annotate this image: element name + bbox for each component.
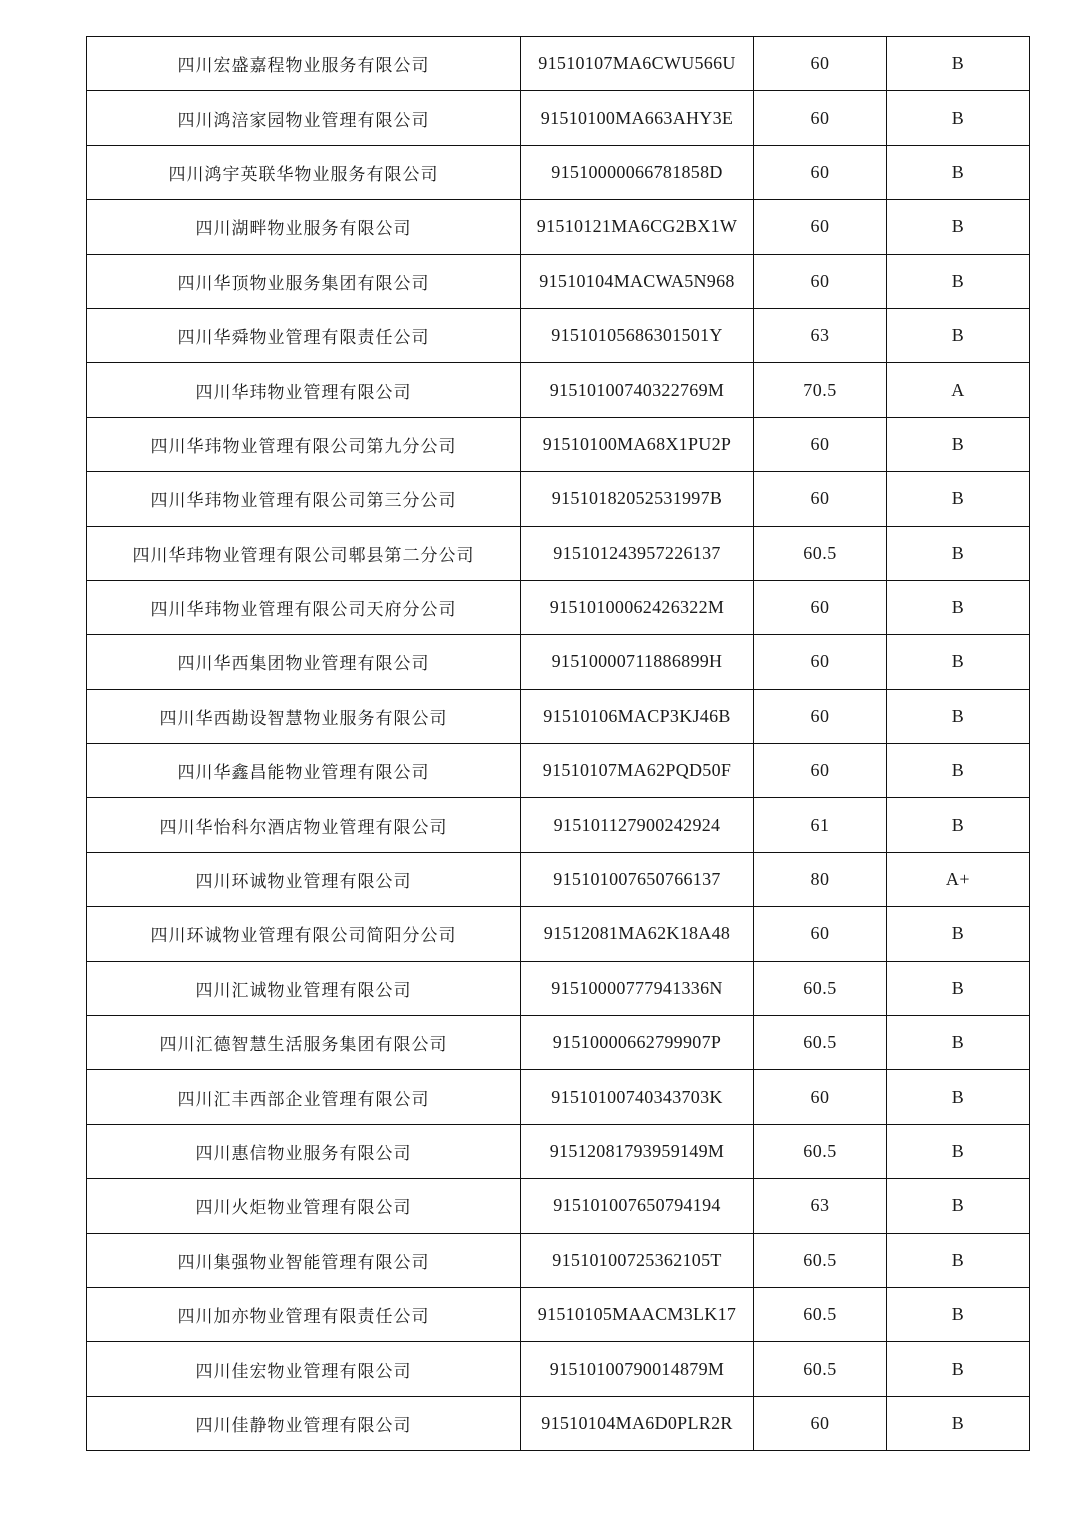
company-name-cell: 四川宏盛嘉程物业服务有限公司 (87, 37, 521, 91)
score-cell: 60 (754, 635, 887, 689)
company-name-cell: 四川华西勘设智慧物业服务有限公司 (87, 689, 521, 743)
score-cell: 63 (754, 308, 887, 362)
company-name-cell: 四川环诚物业管理有限公司简阳分公司 (87, 907, 521, 961)
company-name-cell: 四川加亦物业管理有限责任公司 (87, 1287, 521, 1341)
score-cell: 60 (754, 145, 887, 199)
company-name-cell: 四川华玮物业管理有限公司天府分公司 (87, 580, 521, 634)
table-row (87, 254, 1030, 308)
score-cell: 60.5 (754, 1233, 887, 1287)
credit-code-cell: 91510000711886899H (521, 635, 754, 689)
table-row (87, 1179, 1030, 1233)
credit-code-cell: 91510182052531997B (521, 472, 754, 526)
grade-cell: B (887, 1396, 1030, 1450)
grade-cell: B (887, 1124, 1030, 1178)
credit-code-cell: 91510100062426322M (521, 580, 754, 634)
table-row (87, 580, 1030, 634)
credit-code-cell: 91510104MA6D0PLR2R (521, 1396, 754, 1450)
score-cell: 60.5 (754, 961, 887, 1015)
company-name-cell: 四川汇丰西部企业管理有限公司 (87, 1070, 521, 1124)
credit-code-cell: 91510000662799907P (521, 1016, 754, 1070)
score-cell: 60 (754, 744, 887, 798)
table-row (87, 798, 1030, 852)
grade-cell: A (887, 363, 1030, 417)
grade-cell: B (887, 689, 1030, 743)
credit-code-cell: 91510100MA68X1PU2P (521, 417, 754, 471)
table-row (87, 1396, 1030, 1450)
grade-cell: B (887, 526, 1030, 580)
table-row (87, 744, 1030, 798)
credit-code-cell: 91512081793959149M (521, 1124, 754, 1178)
table-row (87, 37, 1030, 91)
table-row (87, 363, 1030, 417)
credit-code-cell: 91510121MA6CG2BX1W (521, 200, 754, 254)
credit-code-cell: 91510107MA6CWU566U (521, 37, 754, 91)
credit-code-cell: 91510100790014879M (521, 1342, 754, 1396)
company-name-cell: 四川华西集团物业管理有限公司 (87, 635, 521, 689)
company-name-cell: 四川华玮物业管理有限公司 (87, 363, 521, 417)
score-cell: 60 (754, 1396, 887, 1450)
table-row (87, 417, 1030, 471)
credit-code-cell: 91510000066781858D (521, 145, 754, 199)
table-row (87, 1124, 1030, 1178)
table-row (87, 145, 1030, 199)
grade-cell: B (887, 744, 1030, 798)
grade-cell: B (887, 472, 1030, 526)
grade-cell: B (887, 1233, 1030, 1287)
score-cell: 63 (754, 1179, 887, 1233)
company-name-cell: 四川环诚物业管理有限公司 (87, 852, 521, 906)
score-cell: 60 (754, 91, 887, 145)
credit-code-cell: 915101127900242924 (521, 798, 754, 852)
score-cell: 60.5 (754, 1124, 887, 1178)
grade-cell: B (887, 1179, 1030, 1233)
score-cell: 60 (754, 37, 887, 91)
grade-cell: B (887, 1287, 1030, 1341)
company-name-cell: 四川华舜物业管理有限责任公司 (87, 308, 521, 362)
company-name-cell: 四川汇德智慧生活服务集团有限公司 (87, 1016, 521, 1070)
document-page (86, 36, 1029, 1451)
credit-code-cell: 91510106MACP3KJ46B (521, 689, 754, 743)
company-name-cell: 四川华鑫昌能物业管理有限公司 (87, 744, 521, 798)
credit-code-cell: 91512081MA62K18A48 (521, 907, 754, 961)
credit-code-cell: 915101007650766137 (521, 852, 754, 906)
grade-cell: B (887, 961, 1030, 1015)
company-name-cell: 四川华玮物业管理有限公司郫县第二分公司 (87, 526, 521, 580)
table-row (87, 689, 1030, 743)
score-cell: 60 (754, 1070, 887, 1124)
table-body (87, 37, 1030, 1451)
score-cell: 61 (754, 798, 887, 852)
company-name-cell: 四川湖畔物业服务有限公司 (87, 200, 521, 254)
company-name-cell: 四川鸿宇英联华物业服务有限公司 (87, 145, 521, 199)
score-cell: 60 (754, 907, 887, 961)
grade-cell: A+ (887, 852, 1030, 906)
credit-code-cell: 91510000777941336N (521, 961, 754, 1015)
score-cell: 60.5 (754, 1342, 887, 1396)
credit-code-cell: 91510100740343703K (521, 1070, 754, 1124)
table-row (87, 635, 1030, 689)
company-name-cell: 四川华怡科尔酒店物业管理有限公司 (87, 798, 521, 852)
company-name-cell: 四川鸿涪家园物业管理有限公司 (87, 91, 521, 145)
grade-cell: B (887, 1016, 1030, 1070)
company-name-cell: 四川火炬物业管理有限公司 (87, 1179, 521, 1233)
company-name-cell: 四川华玮物业管理有限公司第九分公司 (87, 417, 521, 471)
credit-code-cell: 915101243957226137 (521, 526, 754, 580)
table-row (87, 1233, 1030, 1287)
score-cell: 60 (754, 200, 887, 254)
table-row (87, 907, 1030, 961)
company-name-cell: 四川汇诚物业管理有限公司 (87, 961, 521, 1015)
grade-cell: B (887, 200, 1030, 254)
grade-cell: B (887, 254, 1030, 308)
score-cell: 60 (754, 689, 887, 743)
credit-code-cell: 91510105MAACM3LK17 (521, 1287, 754, 1341)
score-cell: 70.5 (754, 363, 887, 417)
company-name-cell: 四川佳静物业管理有限公司 (87, 1396, 521, 1450)
table-row (87, 852, 1030, 906)
company-name-cell: 四川惠信物业服务有限公司 (87, 1124, 521, 1178)
company-name-cell: 四川佳宏物业管理有限公司 (87, 1342, 521, 1396)
credit-code-cell: 91510107MA62PQD50F (521, 744, 754, 798)
score-cell: 60 (754, 417, 887, 471)
credit-code-cell: 91510100MA663AHY3E (521, 91, 754, 145)
table-row (87, 526, 1030, 580)
score-cell: 60 (754, 472, 887, 526)
score-cell: 60.5 (754, 1016, 887, 1070)
grade-cell: B (887, 798, 1030, 852)
grade-cell: B (887, 907, 1030, 961)
table-row (87, 308, 1030, 362)
grade-cell: B (887, 145, 1030, 199)
score-cell: 60 (754, 254, 887, 308)
credit-code-cell: 91510105686301501Y (521, 308, 754, 362)
grade-cell: B (887, 635, 1030, 689)
score-cell: 60.5 (754, 1287, 887, 1341)
table-row (87, 1342, 1030, 1396)
grade-cell: B (887, 308, 1030, 362)
grade-cell: B (887, 1342, 1030, 1396)
company-name-cell: 四川华玮物业管理有限公司第三分公司 (87, 472, 521, 526)
table-row (87, 1070, 1030, 1124)
table-row (87, 472, 1030, 526)
credit-code-cell: 91510100740322769M (521, 363, 754, 417)
table-row (87, 91, 1030, 145)
score-cell: 60.5 (754, 526, 887, 580)
company-name-cell: 四川集强物业智能管理有限公司 (87, 1233, 521, 1287)
credit-code-cell: 91510100725362105T (521, 1233, 754, 1287)
credit-code-cell: 915101007650794194 (521, 1179, 754, 1233)
table-row (87, 961, 1030, 1015)
table-row (87, 1016, 1030, 1070)
grade-cell: B (887, 580, 1030, 634)
company-rating-table (86, 36, 1030, 1451)
grade-cell: B (887, 37, 1030, 91)
grade-cell: B (887, 417, 1030, 471)
score-cell: 80 (754, 852, 887, 906)
table-row (87, 1287, 1030, 1341)
credit-code-cell: 91510104MACWA5N968 (521, 254, 754, 308)
grade-cell: B (887, 91, 1030, 145)
company-name-cell: 四川华顶物业服务集团有限公司 (87, 254, 521, 308)
score-cell: 60 (754, 580, 887, 634)
grade-cell: B (887, 1070, 1030, 1124)
table-row (87, 200, 1030, 254)
